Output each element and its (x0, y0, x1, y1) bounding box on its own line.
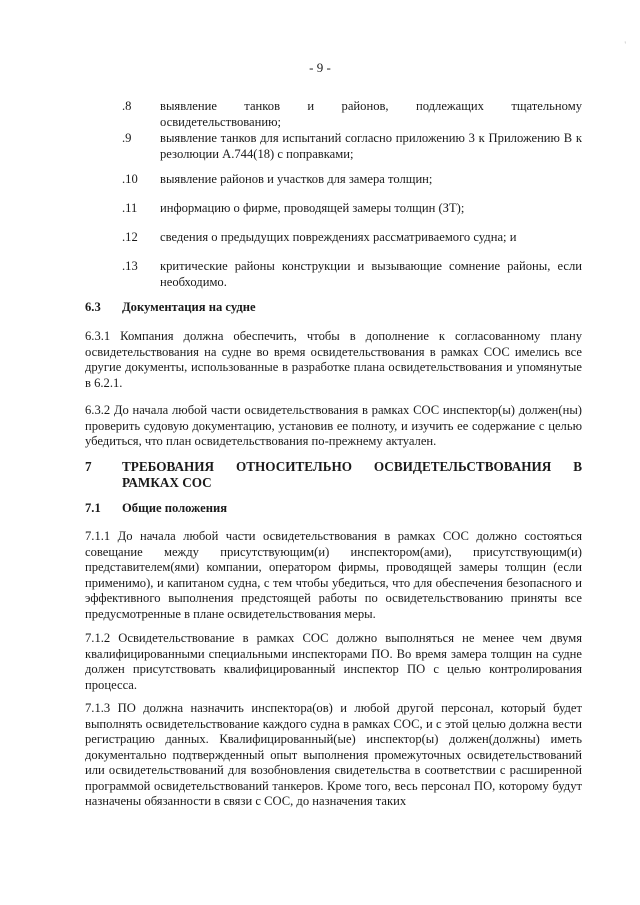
section-number: 7.1 (85, 501, 101, 515)
paragraph-7-1-2: 7.1.2 Освидетельствование в рамках СОС должно выполняться не менее чем двумя квалифицированными специальными инспекторами ПО. Во время замера толщин на судне должен присутствовать квалифицированный инспектор ПО с целью контролирования процесса. (85, 631, 582, 692)
list-item-text: информацию о фирме, проводящей замеры толщин (ЗТ); (160, 201, 465, 215)
list-item-12 (122, 230, 582, 246)
list-item-9 (122, 131, 582, 162)
list-item-number: .12 (122, 230, 138, 244)
list-item-text: выявление танков и районов, подлежащих тщательному освидетельствованию; (160, 99, 582, 129)
list-item-text: критические районы конструкции и вызывающие сомнение районы, если необходимо. (160, 259, 582, 289)
section-7-heading (85, 459, 582, 491)
section-number: 7 (85, 459, 92, 474)
section-6-3-heading (85, 300, 256, 316)
section-title: ТРЕБОВАНИЯ ОТНОСИТЕЛЬНО ОСВИДЕТЕЛЬСТВОВАНИЯ В РАМКАХ СОС (122, 459, 582, 490)
section-7-1-heading (85, 501, 227, 517)
edge-mark: ' (624, 40, 626, 50)
list-item-number: .10 (122, 172, 138, 186)
paragraph-7-1-3: 7.1.3 ПО должна назначить инспектора(ов) и любой другой персонал, который будет выполнять освидетельствование каждого судна в рамках СОС, и с этой целью должна вести регистрацию данных. Квалифицированный(ые) инспектор(ы) должен(должны) иметь документально подтвержденный опыт выполнения промежуточных освидетельствований или освидетельствований для возобновления свидетельства в соответствии с расширенной программой освидетельствований танкеров. Кроме того, весь персонал ПО, которому будут назначены обязанности в связи с СОС, до назначения таких (85, 701, 582, 808)
paragraph-6-3-2: 6.3.2 До начала любой части освидетельствования в рамках СОС инспектор(ы) должен(ны) проверить судовую документацию, установив ее полноту, и изучить ее содержание с целью убедиться, что план освидетельствования по-прежнему актуален. (85, 403, 582, 448)
list-item-8 (122, 99, 582, 130)
section-number: 6.3 (85, 300, 101, 314)
paragraph-7-1-1: 7.1.1 До начала любой части освидетельствования в рамках СОС должно состояться совещание между присутствующим(и) инспектором(ами), присутствующим(и) представителем(ями) компании, оператором фирмы, проводящей замеры толщин (если применимо), и капитаном судна, с тем чтобы убедиться, что для обеспечения безопасного и эффективного выполнения предстоящей работы по освидетельствованию приняты все предусмотренные в плане освидетельствования меры. (85, 529, 582, 621)
list-item-text: сведения о предыдущих повреждениях рассматриваемого судна; и (160, 230, 517, 244)
list-item-number: .11 (122, 201, 138, 215)
list-item-text: выявление районов и участков для замера толщин; (160, 172, 433, 186)
section-title: Общие положения (122, 501, 228, 515)
list-item-13 (122, 259, 582, 290)
list-item-number: .13 (122, 259, 138, 273)
paragraph-6-3-1: 6.3.1 Компания должна обеспечить, чтобы в дополнение к согласованному плану освидетельствования на судне во время освидетельствования в рамках СОС имелись все другие документы, использованные в разработке плана освидетельствования и упомянутые в 6.2.1. (85, 329, 582, 390)
section-title: Документация на судне (122, 300, 256, 314)
list-item-10 (122, 172, 582, 188)
list-item-number: .9 (122, 131, 132, 145)
list-item-text: выявление танков для испытаний согласно приложению 3 к Приложению В к резолюции A.744(18) с поправками; (160, 131, 582, 161)
list-item-11 (122, 201, 582, 217)
list-item-number: .8 (122, 99, 132, 113)
page-number: - 9 - (309, 60, 331, 75)
